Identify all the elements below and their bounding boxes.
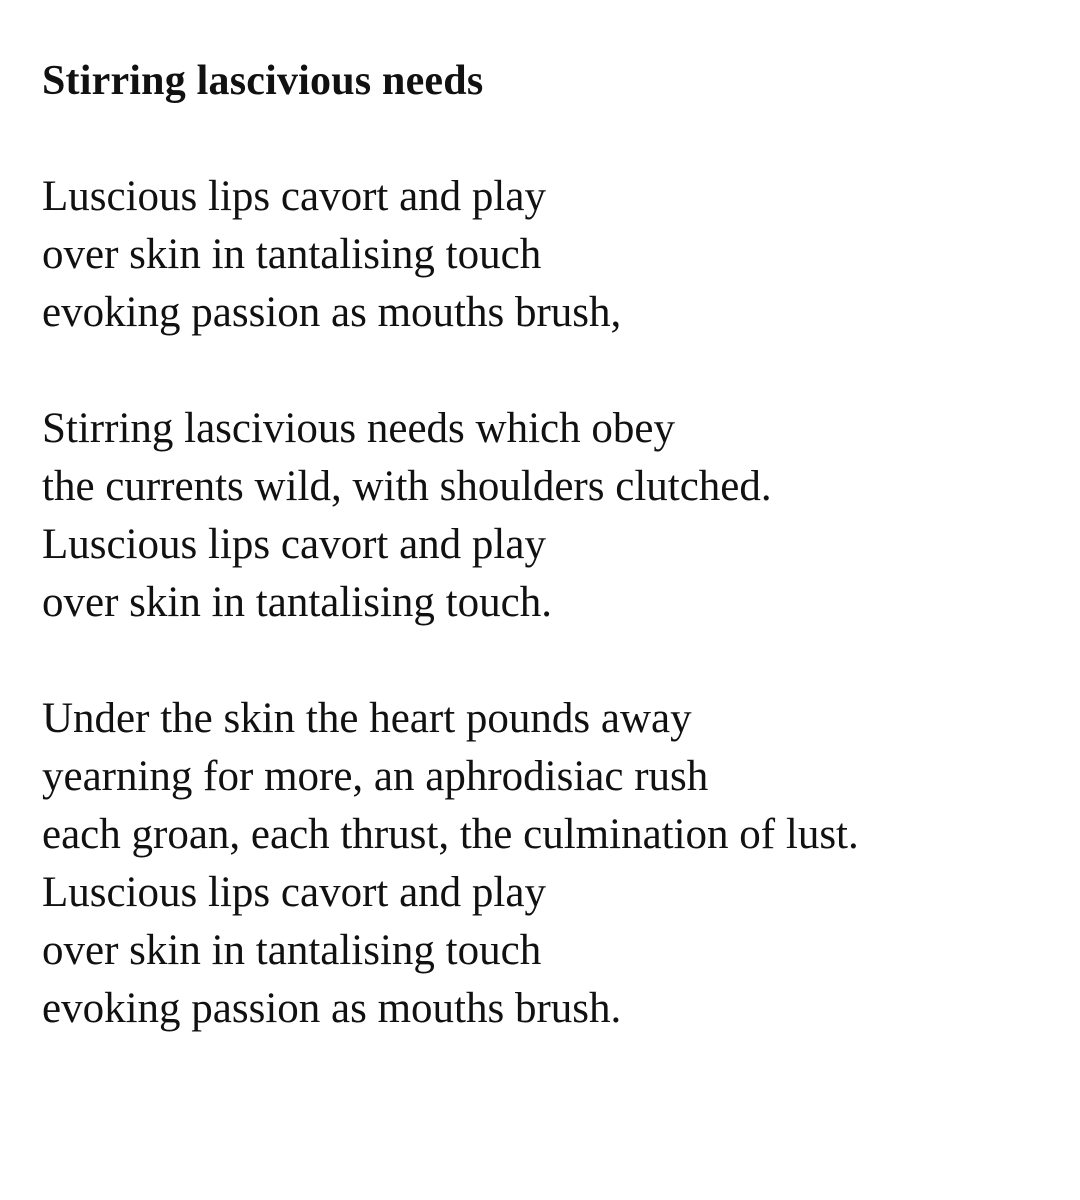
title-spacer	[42, 110, 1052, 168]
poem-line: over skin in tantalising touch.	[42, 579, 552, 626]
poem-line: Stirring lascivious needs which obey	[42, 405, 675, 452]
poem-line: evoking passion as mouths brush.	[42, 985, 622, 1032]
poem-line: yearning for more, an aphrodisiac rush	[42, 753, 709, 800]
poem-line: Luscious lips cavort and play	[42, 173, 546, 220]
stanza-2	[42, 400, 1052, 632]
poem	[42, 52, 1052, 1038]
poem-line: evoking passion as mouths brush,	[42, 289, 622, 336]
stanza-3	[42, 690, 1052, 1038]
poem-line: the currents wild, with shoulders clutched.	[42, 463, 772, 510]
poem-line: Luscious lips cavort and play	[42, 869, 546, 916]
stanza-1	[42, 168, 1052, 342]
poem-line: over skin in tantalising touch	[42, 927, 542, 974]
poem-line: Under the skin the heart pounds away	[42, 695, 692, 742]
poem-title: Stirring lascivious needs	[42, 58, 484, 104]
poem-line: each groan, each thrust, the culmination of lust.	[42, 811, 859, 858]
poem-line: over skin in tantalising touch	[42, 231, 542, 278]
poem-line: Luscious lips cavort and play	[42, 521, 546, 568]
